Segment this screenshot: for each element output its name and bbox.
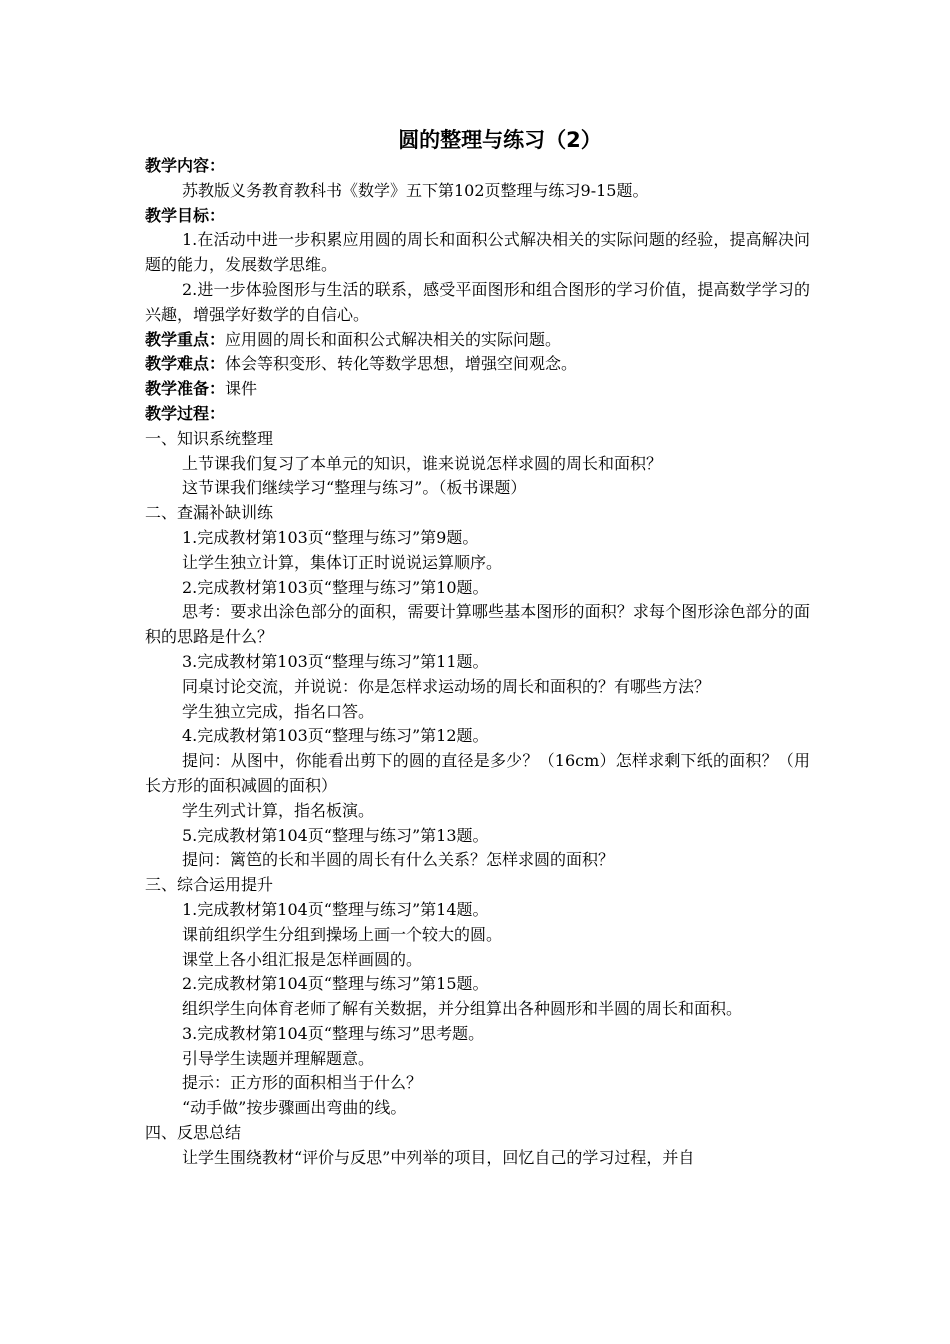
document-page xyxy=(145,126,810,1171)
difficulty-label: 教学难点： xyxy=(145,354,226,374)
key-label: 教学重点： xyxy=(145,329,226,349)
paragraph: 4.完成教材第103页“整理与练习”第12题。 xyxy=(182,726,489,746)
preparation xyxy=(145,377,810,402)
paragraph: 提问：篱笆的长和半圆的周长有什么关系？怎样求圆的面积？ xyxy=(182,850,615,870)
goal-2: 2.进一步体验图形与生活的联系，感受平面图形和组合图形的学习价值，提高数学学习的兴趣，增强学好数学的自信心。 xyxy=(145,279,810,324)
content-label: 教学内容： xyxy=(145,156,226,175)
goals-label: 教学目标： xyxy=(145,205,226,225)
paragraph: 学生独立完成，指名口答。 xyxy=(182,701,375,721)
paragraph: 2.完成教材第104页“整理与练习”第15题。 xyxy=(182,974,489,994)
paragraph: 让学生围绕教材“评价与反思”中列举的项目，回忆自己的学习过程，并自 xyxy=(182,1147,695,1167)
paragraph: 课堂上各小组汇报是怎样画圆的。 xyxy=(182,949,423,969)
paragraph: 1.完成教材第104页“整理与练习”第14题。 xyxy=(182,899,489,919)
paragraph: 这节课我们继续学习“整理与练习”。（板书课题） xyxy=(182,478,527,498)
paragraph: 提问：从图中，你能看出剪下的圆的直径是多少？（16cm）怎样求剩下纸的面积？（用长方形的面积减圆的面积） xyxy=(145,751,810,795)
prep-text: 课件 xyxy=(225,379,258,399)
paragraph: 同桌讨论交流，并说说：你是怎样求运动场的周长和面积的？有哪些方法？ xyxy=(182,676,711,696)
page-title: 圆的整理与练习（2） xyxy=(398,128,602,152)
paragraph: 5.完成教材第104页“整理与练习”第13题。 xyxy=(182,825,489,845)
prep-label: 教学准备： xyxy=(145,379,226,399)
section-1-title: 一、知识系统整理 xyxy=(145,428,274,448)
section-2-title: 二、查漏补缺训练 xyxy=(145,503,274,523)
paragraph: 3.完成教材第104页“整理与练习”思考题。 xyxy=(182,1023,485,1043)
difficulty-text: 体会等积变形、转化等数学思想，增强空间观念。 xyxy=(225,354,578,374)
paragraph: 让学生独立计算，集体订正时说说运算顺序。 xyxy=(182,552,503,572)
paragraph: 3.完成教材第103页“整理与练习”第11题。 xyxy=(182,651,489,671)
process-label: 教学过程： xyxy=(145,403,226,423)
paragraph: “动手做”按步骤画出弯曲的线。 xyxy=(182,1098,407,1118)
paragraph: 2.完成教材第103页“整理与练习”第10题。 xyxy=(182,577,489,597)
paragraph: 1.完成教材第103页“整理与练习”第9题。 xyxy=(182,527,479,547)
key-point xyxy=(145,328,810,353)
difficulty-point xyxy=(145,352,810,377)
section-3-title: 三、综合运用提升 xyxy=(145,875,274,895)
paragraph: 上节课我们复习了本单元的知识，谁来说说怎样求圆的周长和面积？ xyxy=(182,453,663,473)
content-text: 苏教版义务教育教科书《数学》五下第102页整理与练习9-15题。 xyxy=(182,180,649,200)
paragraph: 引导学生读题并理解题意。 xyxy=(182,1048,375,1068)
paragraph: 学生列式计算，指名板演。 xyxy=(182,800,375,820)
key-text: 应用圆的周长和面积公式解决相关的实际问题。 xyxy=(225,329,562,349)
paragraph: 组织学生向体育老师了解有关数据，并分组算出各种圆形和半圆的周长和面积。 xyxy=(182,999,743,1019)
section-4-title: 四、反思总结 xyxy=(145,1123,242,1143)
paragraph: 课前组织学生分组到操场上画一个较大的圆。 xyxy=(182,924,503,944)
paragraph: 提示：正方形的面积相当于什么？ xyxy=(182,1073,423,1093)
goal-1: 1.在活动中进一步积累应用圆的周长和面积公式解决相关的实际问题的经验，提高解决问题的能力，发展数学思维。 xyxy=(145,230,810,275)
paragraph: 思考：要求出涂色部分的面积，需要计算哪些基本图形的面积？求每个图形涂色部分的面积的思路是什么？ xyxy=(145,602,810,647)
